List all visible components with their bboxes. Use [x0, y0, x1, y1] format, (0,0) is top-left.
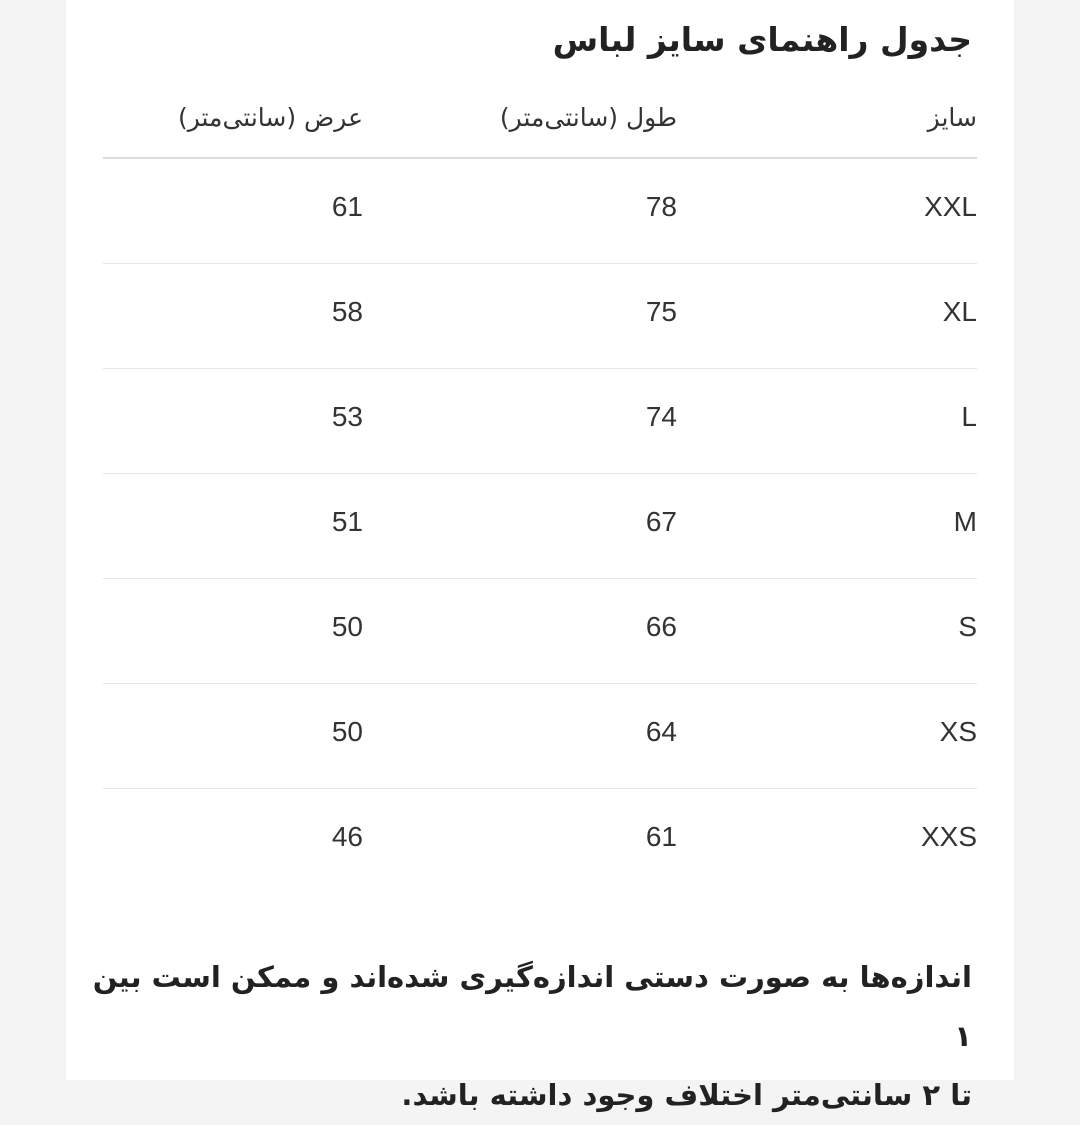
- width-cell: 58: [331, 296, 363, 327]
- note-line-2: تا ۲ سانتی‌متر اختلاف وجود داشته باشد.: [401, 1078, 972, 1112]
- size-cell: M: [953, 506, 977, 537]
- table-row: [103, 159, 977, 264]
- header-width: عرض (سانتی‌متر): [177, 103, 363, 132]
- size-cell: S: [958, 611, 977, 642]
- size-table: [103, 95, 977, 893]
- page-title: جدول راهنمای سایز لباس: [552, 20, 972, 59]
- table-row: [103, 474, 977, 579]
- table-row: [103, 789, 977, 893]
- size-cell: L: [961, 401, 977, 432]
- note-line-1: اندازه‌ها به صورت دستی اندازه‌گیری شده‌اند و ممکن است بین ۱: [92, 960, 972, 1053]
- width-cell: 61: [331, 191, 363, 222]
- length-cell: 74: [645, 401, 677, 432]
- length-cell: 75: [645, 296, 677, 327]
- header-length: طول (سانتی‌متر): [499, 103, 677, 132]
- size-guide-page: [66, 0, 1014, 1112]
- length-cell: 67: [645, 506, 677, 537]
- length-cell: 64: [645, 716, 677, 747]
- table-row: [103, 684, 977, 789]
- width-cell: 53: [331, 401, 363, 432]
- size-cell: XXL: [924, 191, 977, 222]
- length-cell: 66: [645, 611, 677, 642]
- table-row: [103, 579, 977, 684]
- size-cell: XXS: [920, 821, 977, 852]
- width-cell: 50: [331, 716, 363, 747]
- table-row: [103, 264, 977, 369]
- header-size: سایز: [927, 103, 977, 132]
- length-cell: 78: [645, 191, 677, 222]
- length-cell: 61: [645, 821, 677, 852]
- size-cell: XS: [939, 716, 977, 747]
- size-cell: XL: [942, 296, 977, 327]
- measurement-note: [92, 948, 972, 1125]
- width-cell: 50: [331, 611, 363, 642]
- width-cell: 46: [331, 821, 363, 852]
- table-row: [103, 369, 977, 474]
- width-cell: 51: [331, 506, 363, 537]
- table-header-row: [103, 95, 977, 159]
